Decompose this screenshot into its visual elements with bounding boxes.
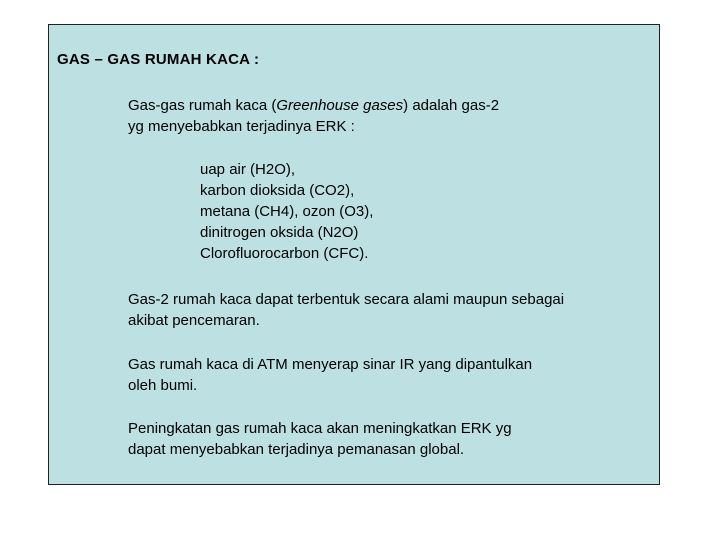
slide-title: GAS – GAS RUMAH KACA : bbox=[57, 51, 260, 68]
gas-list-item: uap air (H2O), bbox=[200, 161, 296, 178]
gas-list-item: metana (CH4), ozon (O3), bbox=[200, 203, 374, 220]
paragraph-line: Peningkatan gas rumah kaca akan meningkatkan ERK yg bbox=[128, 420, 512, 437]
gas-list-item: Clorofluorocarbon (CFC). bbox=[200, 245, 369, 262]
paragraph-line: oleh bumi. bbox=[128, 377, 198, 394]
intro-text-start: Gas-gas rumah kaca ( bbox=[128, 97, 277, 114]
paragraph-formation bbox=[128, 289, 658, 331]
paragraph-absorption bbox=[128, 354, 658, 396]
paragraph-global-warming bbox=[128, 418, 658, 460]
paragraph-line: Gas rumah kaca di ATM menyerap sinar IR yang dipantulkan bbox=[128, 356, 533, 373]
gas-list-item: dinitrogen oksida (N2O) bbox=[200, 224, 359, 241]
paragraph-line: akibat pencemaran. bbox=[128, 312, 260, 329]
gas-list-item: karbon dioksida (CO2), bbox=[200, 182, 355, 199]
content-box bbox=[48, 24, 660, 485]
intro-paragraph bbox=[128, 95, 658, 137]
intro-text-end: ) adalah gas-2 bbox=[403, 97, 500, 114]
intro-line-1 bbox=[128, 95, 658, 116]
intro-italic-term: Greenhouse gases bbox=[276, 97, 404, 114]
paragraph-line: Gas-2 rumah kaca dapat terbentuk secara alami maupun sebagai bbox=[128, 291, 565, 308]
gas-list bbox=[200, 159, 373, 264]
paragraph-line: dapat menyebabkan terjadinya pemanasan global. bbox=[128, 441, 465, 458]
intro-line-2: yg menyebabkan terjadinya ERK : bbox=[128, 118, 355, 135]
